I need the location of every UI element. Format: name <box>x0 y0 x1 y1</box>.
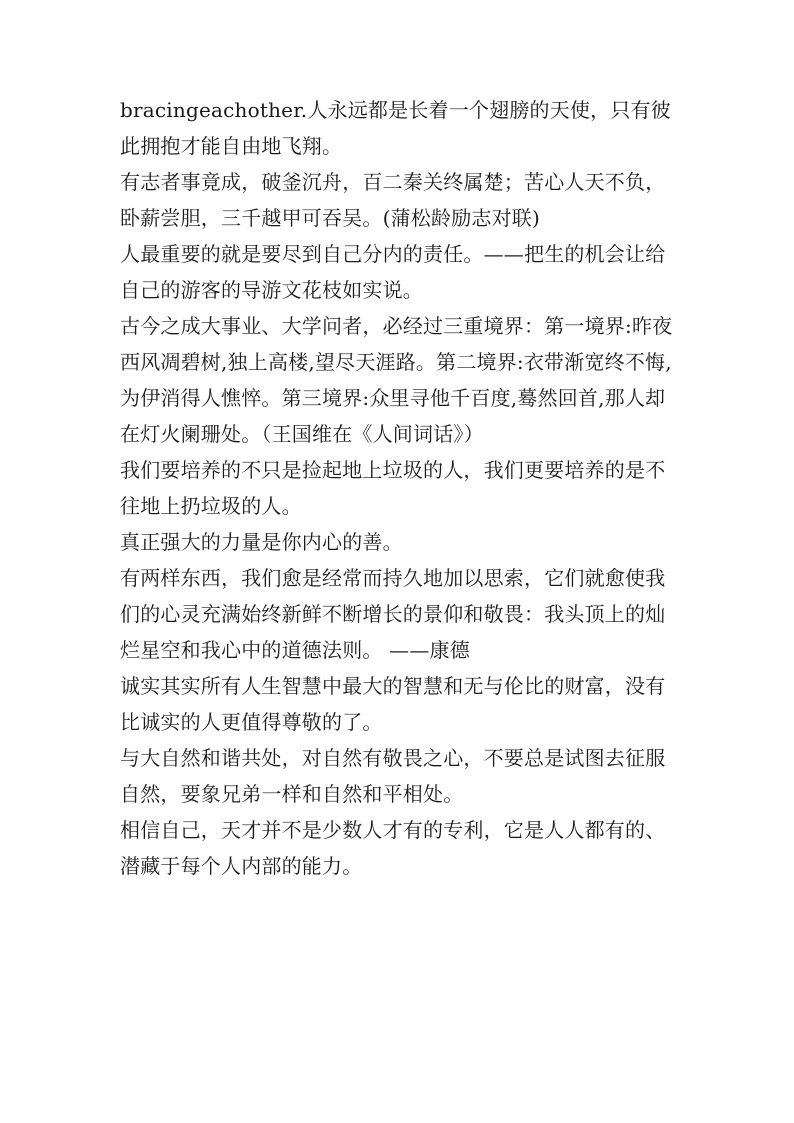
paragraph: 诚实其实所有人生智慧中最大的智慧和无与伦比的财富，没有比诚实的人更值得尊敬的了。 <box>120 674 666 734</box>
paragraph: 我们要培养的不只是捡起地上垃圾的人，我们更要培养的是不往地上扔垃圾的人。 <box>120 458 666 518</box>
paragraph: 有两样东西，我们愈是经常而持久地加以思索，它们就愈使我们的心灵充满始终新鲜不断增长的景仰和敬畏：我头顶上的灿烂星空和我心中的道德法则。 ——康德 <box>120 566 666 662</box>
paragraph: 人最重要的就是要尽到自己分内的责任。——把生的机会让给自己的游客的导游文花枝如实说。 <box>120 242 666 302</box>
paragraph: 与大自然和谐共处，对自然有敬畏之心，不要总是试图去征服自然，要象兄弟一样和自然和平相处。 <box>120 746 666 806</box>
paragraph: 古今之成大事业、大学问者，必经过三重境界：第一境界:昨夜西风凋碧树,独上高楼,望尽天涯路。第二境界:衣带渐宽终不悔,为伊消得人憔悴。第三境界:众里寻他千百度,蓦然回首,那人却在灯火阑珊处。（王国维在《人间词话》） <box>120 314 673 446</box>
paragraph: bracingeachother.人永远都是长着一个翅膀的天使，只有彼此拥抱才能自由地飞翔。 <box>120 98 671 158</box>
document-body <box>120 92 678 884</box>
paragraph: 有志者事竟成，破釜沉舟，百二秦关终属楚；苦心人天不负，卧薪尝胆，三千越甲可吞吴。(蒲松龄励志对联) <box>120 170 666 230</box>
paragraph: 真正强大的力量是你内心的善。 <box>120 530 403 554</box>
paragraph: 相信自己，天才并不是少数人才有的专利，它是人人都有的、潜藏于每个人内部的能力。 <box>120 818 666 878</box>
